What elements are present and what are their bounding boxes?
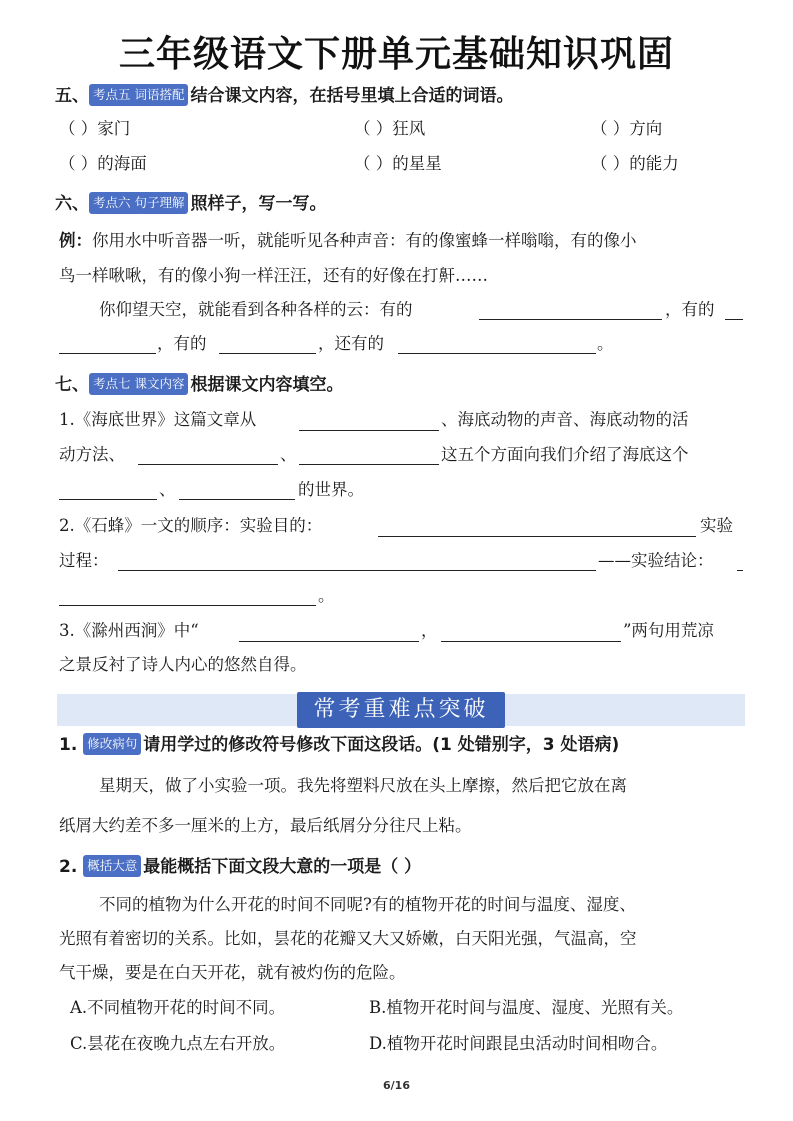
q2-line-2-a: 过程： — [59, 551, 109, 570]
fill-item-2 — [354, 117, 425, 141]
q2-line-2-b: ——实验结论： — [598, 551, 714, 570]
practice-1-tag: 修改病句 — [83, 733, 141, 755]
answer-blank[interactable] — [441, 641, 621, 642]
q3-line-1-c: ”两句用荒凉 — [623, 621, 714, 640]
q2-line-3: 。 — [318, 586, 335, 605]
practice-1-heading — [59, 733, 619, 757]
answer-blank[interactable] — [737, 570, 743, 571]
q1-line-3-b: 的世界。 — [298, 480, 364, 499]
practice-2-line-1: 不同的植物为什么开花的时间不同呢?有的植物开花的时间与温度、湿度、 — [99, 895, 636, 914]
fill-item-3 — [591, 117, 662, 141]
answer-blank[interactable] — [299, 430, 439, 431]
answer-blank[interactable] — [725, 319, 743, 320]
practice-2-tag: 概括大意 — [83, 855, 141, 877]
blank-paren[interactable]: （ ） — [591, 154, 630, 173]
blank-paren[interactable]: （ ） — [591, 119, 630, 138]
q3-line-1-b: ， — [421, 621, 438, 640]
option-b[interactable]: B.植物开花时间与温度、湿度、光照有关。 — [369, 998, 684, 1017]
option-a[interactable]: A.不同植物开花的时间不同。 — [70, 998, 286, 1017]
practice-1-instruction: 请用学过的修改符号修改下面这段话。(1 处错别字，3 处语病) — [143, 735, 620, 755]
blank-paren[interactable]: （ ） — [354, 154, 393, 173]
answer-blank[interactable] — [138, 464, 278, 465]
fill-item-5 — [354, 152, 442, 176]
answer-blank[interactable] — [239, 641, 419, 642]
example-line-1: 例：你用水中听音器一听，就能听见各种声音：有的像蜜蜂一样嗡嗡，有的像小 — [59, 231, 637, 250]
fill-item-1 — [59, 117, 130, 141]
section-6-number: 六、 — [55, 194, 89, 214]
section-5-tag: 考点五 词语搭配 — [89, 84, 188, 106]
task-line-2-a: ，有的 — [157, 334, 207, 353]
task-line-2-c: 。 — [597, 334, 614, 353]
answer-blank[interactable] — [59, 605, 316, 606]
fill-item-6 — [591, 152, 679, 176]
page-title: 三年级语文下册单元基础知识巩固 — [118, 34, 674, 75]
q1-line-2-a: 动方法、 — [59, 445, 125, 464]
practice-2-line-2: 光照有着密切的关系。比如，昙花的花瓣又大又娇嫩，白天阳光强，气温高，空 — [59, 929, 637, 948]
answer-blank[interactable] — [59, 499, 157, 500]
answer-blank[interactable] — [59, 353, 156, 354]
answer-blank[interactable] — [299, 464, 439, 465]
practice-2-instruction: 最能概括下面文段大意的一项是（ ） — [143, 857, 422, 877]
section-6-heading — [55, 192, 326, 216]
section-5-instruction: 结合课文内容，在括号里填上合适的词语。 — [190, 86, 514, 106]
option-d[interactable]: D.植物开花时间跟昆虫活动时间相吻合。 — [369, 1034, 668, 1053]
task-line-2-b: ，还有的 — [318, 334, 384, 353]
fill-item-text: 的海面 — [97, 154, 147, 173]
example-line-2: 鸟一样啾啾，有的像小狗一样汪汪，还有的好像在打鼾…… — [59, 266, 488, 285]
practice-2-line-3: 气干燥，要是在白天开花，就有被灼伤的危险。 — [59, 963, 406, 982]
practice-1-line-1: 星期天，做了小实验一项。我先将塑料尺放在头上摩擦，然后把它放在离 — [99, 776, 627, 795]
practice-2-heading — [59, 855, 421, 879]
answer-blank[interactable] — [378, 536, 696, 537]
section-7-instruction: 根据课文内容填空。 — [190, 375, 344, 395]
practice-1-line-2: 纸屑大约差不多一厘米的上方，最后纸屑分分往尺上粘。 — [59, 816, 472, 835]
q3-line-1-a: 3.《滁州西涧》中“ — [59, 621, 199, 640]
fill-item-text: 方向 — [629, 119, 663, 138]
fill-item-text: 狂风 — [392, 119, 426, 138]
q1-line-1-a: 1.《海底世界》这篇文章从 — [59, 410, 257, 429]
answer-blank[interactable] — [398, 353, 596, 354]
fill-item-text: 家门 — [97, 119, 131, 138]
option-c[interactable]: C.昙花在夜晚九点左右开放。 — [70, 1034, 286, 1053]
practice-1-number: 1. — [59, 735, 78, 755]
task-line-1-b: ，有的 — [665, 300, 715, 319]
fill-item-text: 的能力 — [629, 154, 679, 173]
blank-paren[interactable]: （ ） — [354, 119, 393, 138]
practice-2-number: 2. — [59, 857, 78, 877]
section-5-heading — [55, 84, 513, 108]
section-banner: 常考重难点突破 — [297, 692, 505, 728]
section-7-number: 七、 — [55, 375, 89, 395]
q1-line-2-c: 这五个方面向我们介绍了海底这个 — [441, 445, 689, 464]
example-label: 例： — [59, 231, 92, 250]
section-7-heading — [55, 373, 343, 397]
fill-item-4 — [59, 152, 147, 176]
answer-blank[interactable] — [479, 319, 662, 320]
section-7-tag: 考点七 课文内容 — [89, 373, 188, 395]
q1-line-1-b: 、海底动物的声音、海底动物的活 — [441, 410, 689, 429]
task-line-1-a: 你仰望天空，就能看到各种各样的云：有的 — [99, 300, 413, 319]
answer-blank[interactable] — [118, 570, 596, 571]
q2-line-1-b: 实验 — [700, 516, 733, 535]
q2-line-1-a: 2.《石蜂》一文的顺序：实验目的： — [59, 516, 323, 535]
section-6-tag: 考点六 句子理解 — [89, 192, 188, 214]
section-5-number: 五、 — [55, 86, 89, 106]
fill-item-text: 的星星 — [392, 154, 442, 173]
blank-paren[interactable]: （ ） — [59, 119, 98, 138]
answer-blank[interactable] — [179, 499, 295, 500]
q1-line-2-b: 、 — [280, 445, 297, 464]
section-6-instruction: 照样子，写一写。 — [190, 194, 327, 214]
answer-blank[interactable] — [219, 353, 316, 354]
q1-line-3-a: 、 — [159, 480, 176, 499]
q3-line-2: 之景反衬了诗人内心的悠然自得。 — [59, 655, 307, 674]
page-number: 6/16 — [383, 1079, 410, 1092]
blank-paren[interactable]: （ ） — [59, 154, 98, 173]
